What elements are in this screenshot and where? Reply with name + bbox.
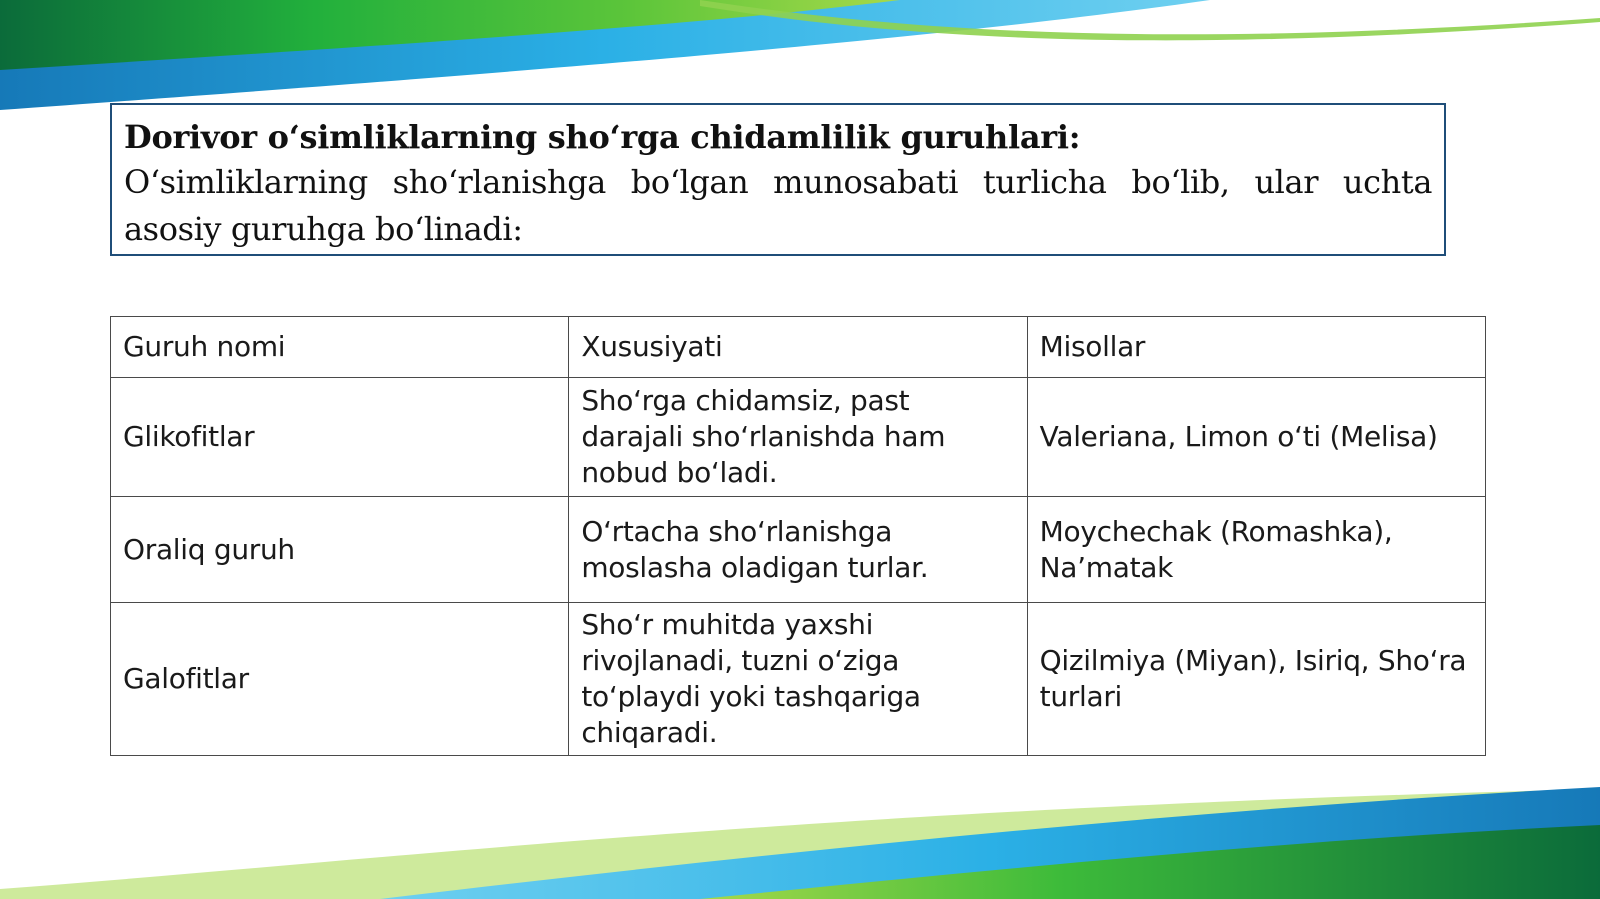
cell-group-name: Glikofitlar bbox=[111, 378, 569, 497]
heading-body: O‘simliklarning sho‘rlanishga bo‘lgan munosabati turlicha bo‘lib, ular uchta asosiy guruhga bo‘linadi: bbox=[124, 163, 1432, 248]
cell-characteristic: O‘rtacha sho‘rlanishga moslasha oladigan turlar. bbox=[569, 497, 1027, 603]
heading-box bbox=[110, 103, 1446, 256]
cell-group-name: Oraliq guruh bbox=[111, 497, 569, 603]
table-header-row bbox=[111, 317, 1486, 378]
header-group-name: Guruh nomi bbox=[111, 317, 569, 378]
cell-examples: Moychechak (Romashka), Na’matak bbox=[1027, 497, 1485, 603]
salt-tolerance-table bbox=[110, 316, 1486, 756]
header-examples: Misollar bbox=[1027, 317, 1485, 378]
bottom-wave-decoration bbox=[0, 739, 1600, 899]
table-row bbox=[111, 497, 1486, 603]
cell-examples: Valeriana, Limon o‘ti (Melisa) bbox=[1027, 378, 1485, 497]
table-row bbox=[111, 378, 1486, 497]
top-wave-decoration bbox=[0, 0, 1600, 120]
heading-title: Dorivor o‘simliklarning sho‘rga chidamlilik guruhlari: bbox=[124, 118, 1081, 156]
header-characteristic: Xususiyati bbox=[569, 317, 1027, 378]
table-row bbox=[111, 603, 1486, 756]
cell-characteristic: Sho‘r muhitda yaxshi rivojlanadi, tuzni o‘ziga to‘playdi yoki tashqariga chiqaradi. bbox=[569, 603, 1027, 756]
cell-characteristic: Sho‘rga chidamsiz, past darajali sho‘rlanishda ham nobud bo‘ladi. bbox=[569, 378, 1027, 497]
cell-group-name: Galofitlar bbox=[111, 603, 569, 756]
cell-examples: Qizilmiya (Miyan), Isiriq, Sho‘ra turlari bbox=[1027, 603, 1485, 756]
